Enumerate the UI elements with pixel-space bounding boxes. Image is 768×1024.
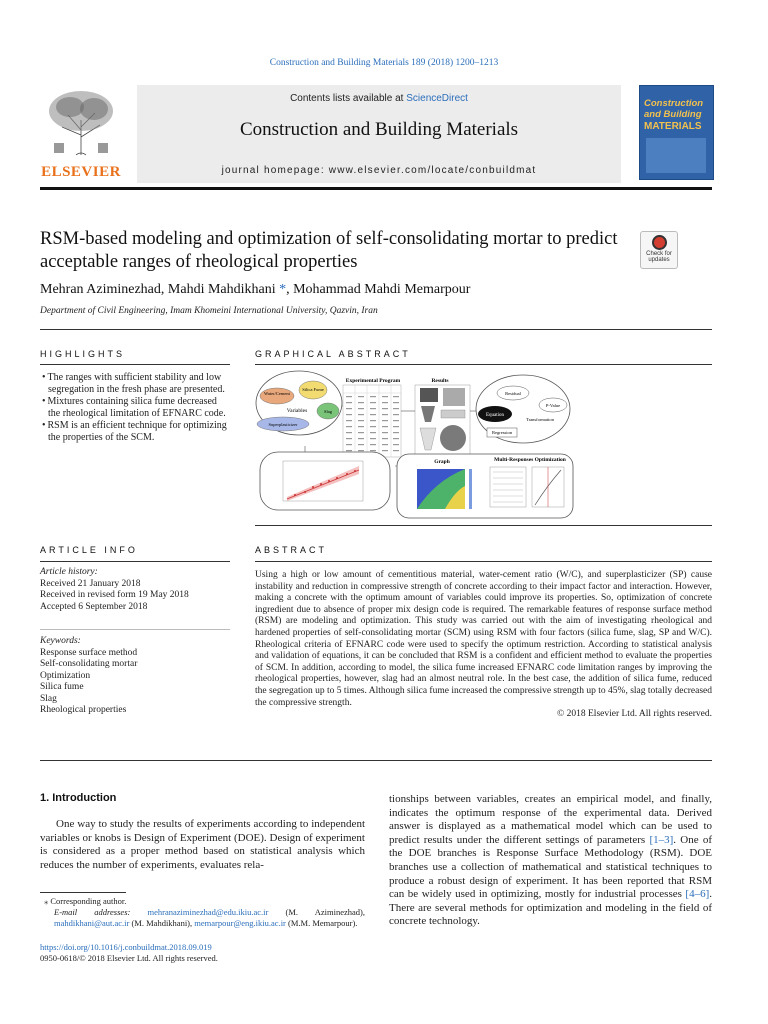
email-addresses	[40, 907, 365, 929]
article-info-rule	[40, 561, 230, 562]
graphical-abstract-figure[interactable]	[255, 366, 712, 521]
email-owner: (M. Aziminezhad),	[268, 907, 365, 917]
email-owner: (M.M. Memarpour).	[285, 918, 358, 928]
journal-homepage[interactable]: journal homepage: www.elsevier.com/locate/conbuildmat	[221, 165, 537, 176]
elsevier-wordmark: ELSEVIER	[41, 164, 121, 180]
elsevier-tree-icon	[40, 85, 122, 159]
keyword: Slag	[40, 693, 57, 704]
ga-results: Results	[431, 378, 449, 384]
graphical-abstract-heading: GRAPHICAL ABSTRACT	[255, 349, 411, 359]
keywords-rule	[40, 629, 230, 630]
ga-variables: Variables	[286, 408, 308, 414]
abstract-bottom-rule	[40, 760, 712, 761]
check-for-updates-button[interactable]	[640, 231, 678, 269]
email-label: E-mail addresses:	[54, 907, 148, 917]
highlight-item: • The ranges with sufficient stability and low segregation in the fresh phase are presented.	[40, 372, 230, 396]
ga-silica-fume: Silica Fume	[302, 387, 324, 392]
authors-part1: Mehran Aziminezhad, Mahdi Mahdikhani	[40, 282, 276, 297]
abstract-body	[255, 570, 712, 721]
issn-line: 0950-0618/© 2018 Elsevier Ltd. All rights reserved.	[40, 953, 218, 963]
received-date: Received 21 January 2018	[40, 578, 141, 589]
keywords-label: Keywords:	[40, 636, 81, 646]
keyword: Silica fume	[40, 682, 84, 692]
journal-name: Construction and Building Materials	[239, 119, 519, 140]
cover-title: Construction and Building	[644, 98, 704, 120]
accepted-date: Accepted 6 September 2018	[40, 601, 148, 612]
graphical-abstract-bottom-rule	[255, 525, 712, 526]
check-updates-icon	[652, 235, 667, 250]
reference-link[interactable]: [1–3]	[649, 833, 674, 846]
abstract-heading: ABSTRACT	[255, 545, 328, 555]
keyword: Optimization	[40, 670, 91, 681]
abstract-copyright: © 2018 Elsevier Ltd. All rights reserved.	[557, 709, 712, 720]
corresponding-author-note: ⁎ Corresponding author.	[44, 896, 127, 906]
ga-superplasticizer: Superplasticizer	[268, 422, 298, 427]
keyword: Response surface method	[40, 647, 138, 658]
corresponding-author-link[interactable]: *	[275, 282, 287, 297]
affiliation: Department of Civil Engineering, Imam Khomeini International University, Qazvin, Iran	[40, 306, 378, 316]
highlights-list	[40, 372, 230, 444]
intro-col2-text-a: tionships between variables, creates an empirical model, and finally, indicates the optimum response of the experimental data. Derived answer is displayed as a mathematical model which can be used to predict results under the different settings of parameters	[389, 793, 712, 846]
ga-multi-optimization: Multi-Responses Optimization	[494, 457, 566, 463]
highlights-rule	[40, 364, 230, 365]
authors-part2: , Mohammad Mahdi Memarpour	[286, 282, 471, 297]
contents-line	[137, 93, 621, 104]
intro-col2-text-b: . One of the DOE branches is Response Surface Methodology (RSM). DOE branches use a collection of mathematical and statistical techniques to produce a robust design of experiment. It has been reported that RSM can be widely used in optimizing, mostly for industrial processes	[389, 833, 713, 901]
intro-col2-text-c: . There are several methods for optimization and modeling in the field of concrete technology.	[389, 888, 712, 928]
authors	[40, 282, 470, 298]
highlights-heading: HIGHLIGHTS	[40, 349, 126, 359]
abstract-rule	[255, 561, 712, 562]
highlight-item: • Mixtures containing silica fume decreased the rheological limitation of EFNARC code.	[40, 396, 230, 420]
doi-link[interactable]: https://doi.org/10.1016/j.conbuildmat.2018.09.019	[40, 942, 212, 952]
contents-prefix: Contents lists available at	[290, 93, 407, 104]
article-info-heading: ARTICLE INFO	[40, 545, 138, 555]
reference-link[interactable]: [4–6]	[685, 888, 710, 901]
journal-banner	[137, 85, 621, 183]
ga-regression: Regression	[492, 430, 512, 435]
introduction-col2	[389, 793, 712, 929]
email-link[interactable]: memarpour@eng.ikiu.ac.ir	[194, 918, 286, 928]
footnote	[40, 896, 365, 929]
cover-graphic	[646, 138, 706, 173]
introduction-heading: 1. Introduction	[40, 792, 117, 804]
affiliation-rule	[40, 329, 712, 330]
journal-citation[interactable]: Construction and Building Materials 189 (2018) 1200–1213	[269, 58, 499, 68]
ga-graph: Graph	[434, 459, 450, 465]
ga-equation: Equation	[485, 413, 505, 418]
keywords	[40, 636, 230, 717]
graphical-abstract-rule	[255, 364, 712, 365]
abstract-text: Using a high or low amount of cementitious material, water-cement ratio (W/C), and superplasticizer (SP) cause instability and reduction in compressive strength of concrete according to their impact factor and interaction. However, making a concrete with the optimum amount of variables could improve its properties. So, optimization of concrete ingredient due to absence of proper mix design code is required. The remarkable features of response surface method (RSM) are modeling and optimization. This study was carried out with the aim of investigating rheological and hardened properties of self-consolidating mortar (SCM) using RSM with four factors (silica fume, slag, SP and W/C). Rheological criteria of EFNARC code were used to specify the optimum restriction. According to statistical analysis and validation of equations, it can be concluded that RSM is a confident and efficient method to evaluate the properties of SCM. In addition, according to model, the silica fume increased EFNARC code limitation ranges by improving the rheological properties, however, slag had an almost neutral role. In the best case, the addition of silica fume, reduced the segregation up to 5 times. Although silica fume increased the compressive strength up to 45%, slag totally decreased the compressive strength.	[255, 570, 712, 708]
ga-residual: Residual	[505, 391, 521, 396]
footnote-rule	[40, 892, 126, 893]
revised-date: Received in revised form 19 May 2018	[40, 590, 189, 600]
email-link[interactable]: mahdikhani@aut.ac.ir	[54, 918, 130, 928]
article-history	[40, 567, 230, 613]
cover-materials: MATERIALS	[644, 121, 702, 132]
ga-experimental-program: Experimental Program	[345, 378, 401, 384]
ga-transformation: Transformation	[526, 417, 554, 422]
ga-p-value: P-Value	[545, 403, 561, 408]
ga-slag: Slag	[323, 409, 333, 414]
keyword: Rheological properties	[40, 705, 127, 715]
ga-water-cement: Water/Cement	[264, 391, 290, 396]
sciencedirect-link[interactable]: ScienceDirect	[406, 93, 468, 104]
check-updates-label: Check for updates	[646, 251, 672, 263]
email-link[interactable]: mehranaziminezhad@edu.ikiu.ac.ir	[147, 907, 269, 917]
article-title: RSM-based modeling and optimization of self-consolidating mortar to predict acceptable ranges of rheological properties	[40, 229, 618, 272]
header-rule	[40, 187, 712, 190]
history-label: Article history:	[40, 567, 98, 577]
elsevier-logo	[40, 85, 122, 183]
highlight-item: • RSM is an efficient technique for optimizing the properties of the SCM.	[40, 420, 230, 444]
keyword: Self-consolidating mortar	[40, 659, 138, 669]
doi-block	[40, 942, 218, 964]
email-owner: (M. Mahdikhani),	[129, 918, 195, 928]
introduction-col1: One way to study the results of experiments according to independent variables or knobs is Design of Experiment (DOE). Design of experiment is considered as a proper method based on statistical analysis which reduces the number of experiments, evaluates rela-	[40, 818, 365, 871]
journal-cover[interactable]	[639, 85, 714, 180]
